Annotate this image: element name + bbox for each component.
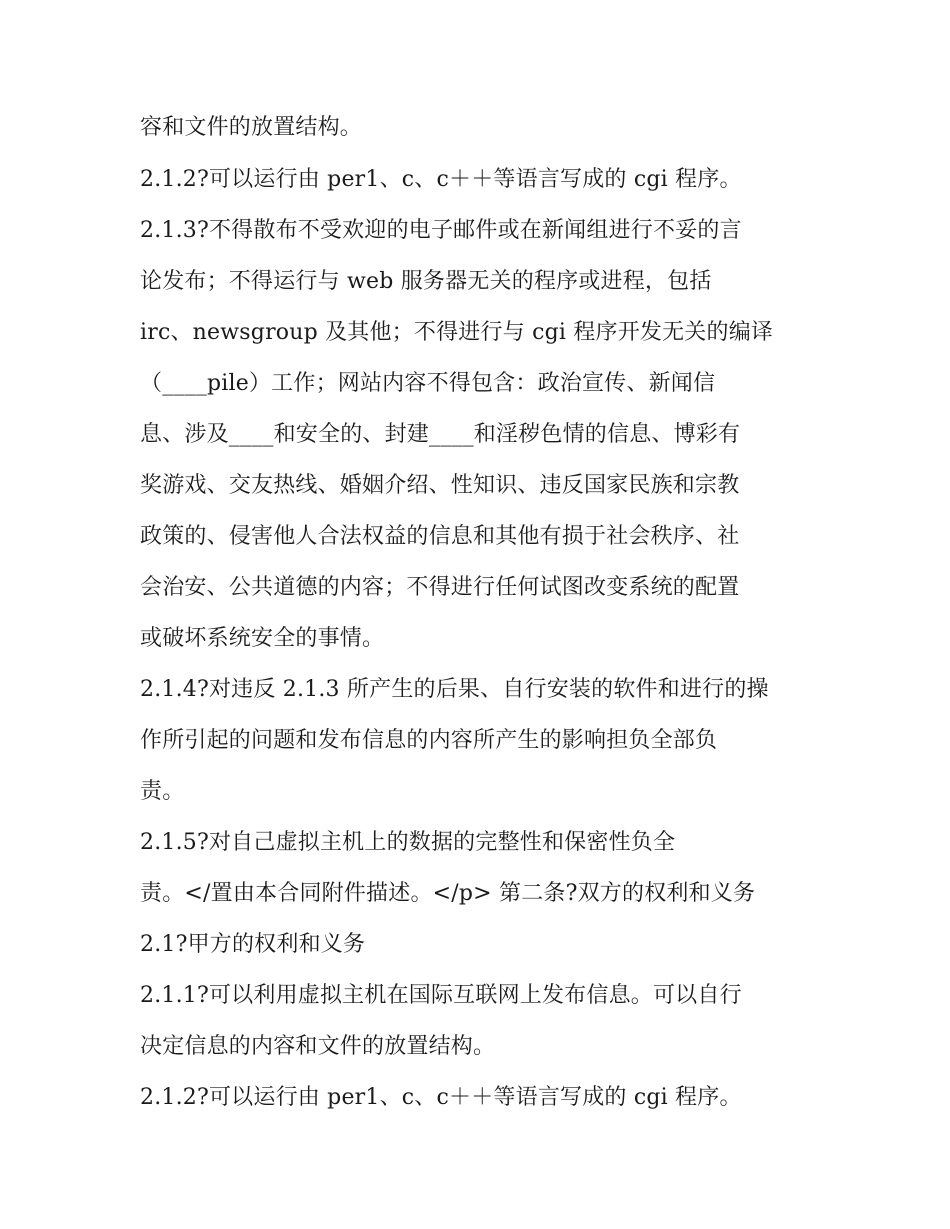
text-line: 2.1.2?可以运行由 per1、c、c＋＋等语言写成的 cgi 程序。 bbox=[140, 167, 742, 192]
text-line: 2.1.1?可以利用虚拟主机在国际互联网上发布信息。可以自行 bbox=[140, 983, 742, 1008]
text-line: 政策的、侵害他人合法权益的信息和其他有损于社会秩序、社 bbox=[140, 524, 740, 549]
text-line: 2.1.4?对违反 2.1.3 所产生的后果、自行安装的软件和进行的操 bbox=[140, 677, 769, 702]
text-line: （____pile）工作；网站内容不得包含：政治宣传、新闻信 bbox=[140, 371, 716, 396]
text-line: 奖游戏、交友热线、婚姻介绍、性知识、违反国家民族和宗教 bbox=[140, 473, 740, 498]
text-line: 息、涉及____和安全的、封建____和淫秽色情的信息、博彩有 bbox=[140, 422, 741, 447]
text-line: 决定信息的内容和文件的放置结构。 bbox=[140, 1034, 496, 1059]
text-line: 2.1.3?不得散布不受欢迎的电子邮件或在新闻组进行不妥的言 bbox=[140, 218, 742, 243]
text-line: 作所引起的问题和发布信息的内容所产生的影响担负全部负 bbox=[140, 728, 718, 753]
text-line: 会治安、公共道德的内容；不得进行任何试图改变系统的配置 bbox=[140, 575, 740, 600]
text-line: 2.1.5?对自己虚拟主机上的数据的完整性和保密性负全 bbox=[140, 830, 676, 855]
text-line: 或破坏系统安全的事情。 bbox=[140, 626, 385, 651]
text-line: 容和文件的放置结构。 bbox=[140, 115, 363, 140]
text-line: irc、newsgroup 及其他；不得进行与 cgi 程序开发无关的编译 bbox=[140, 320, 774, 345]
text-line: 责。 bbox=[140, 779, 185, 804]
text-line: 论发布；不得运行与 web 服务器无关的程序或进程，包括 bbox=[140, 269, 712, 294]
text-line: 2.1?甲方的权利和义务 bbox=[140, 932, 366, 957]
text-line: 责。</置由本合同附件描述。</p> 第二条?双方的权利和义务 bbox=[140, 881, 756, 906]
text-line: 2.1.2?可以运行由 per1、c、c＋＋等语言写成的 cgi 程序。 bbox=[140, 1085, 742, 1110]
